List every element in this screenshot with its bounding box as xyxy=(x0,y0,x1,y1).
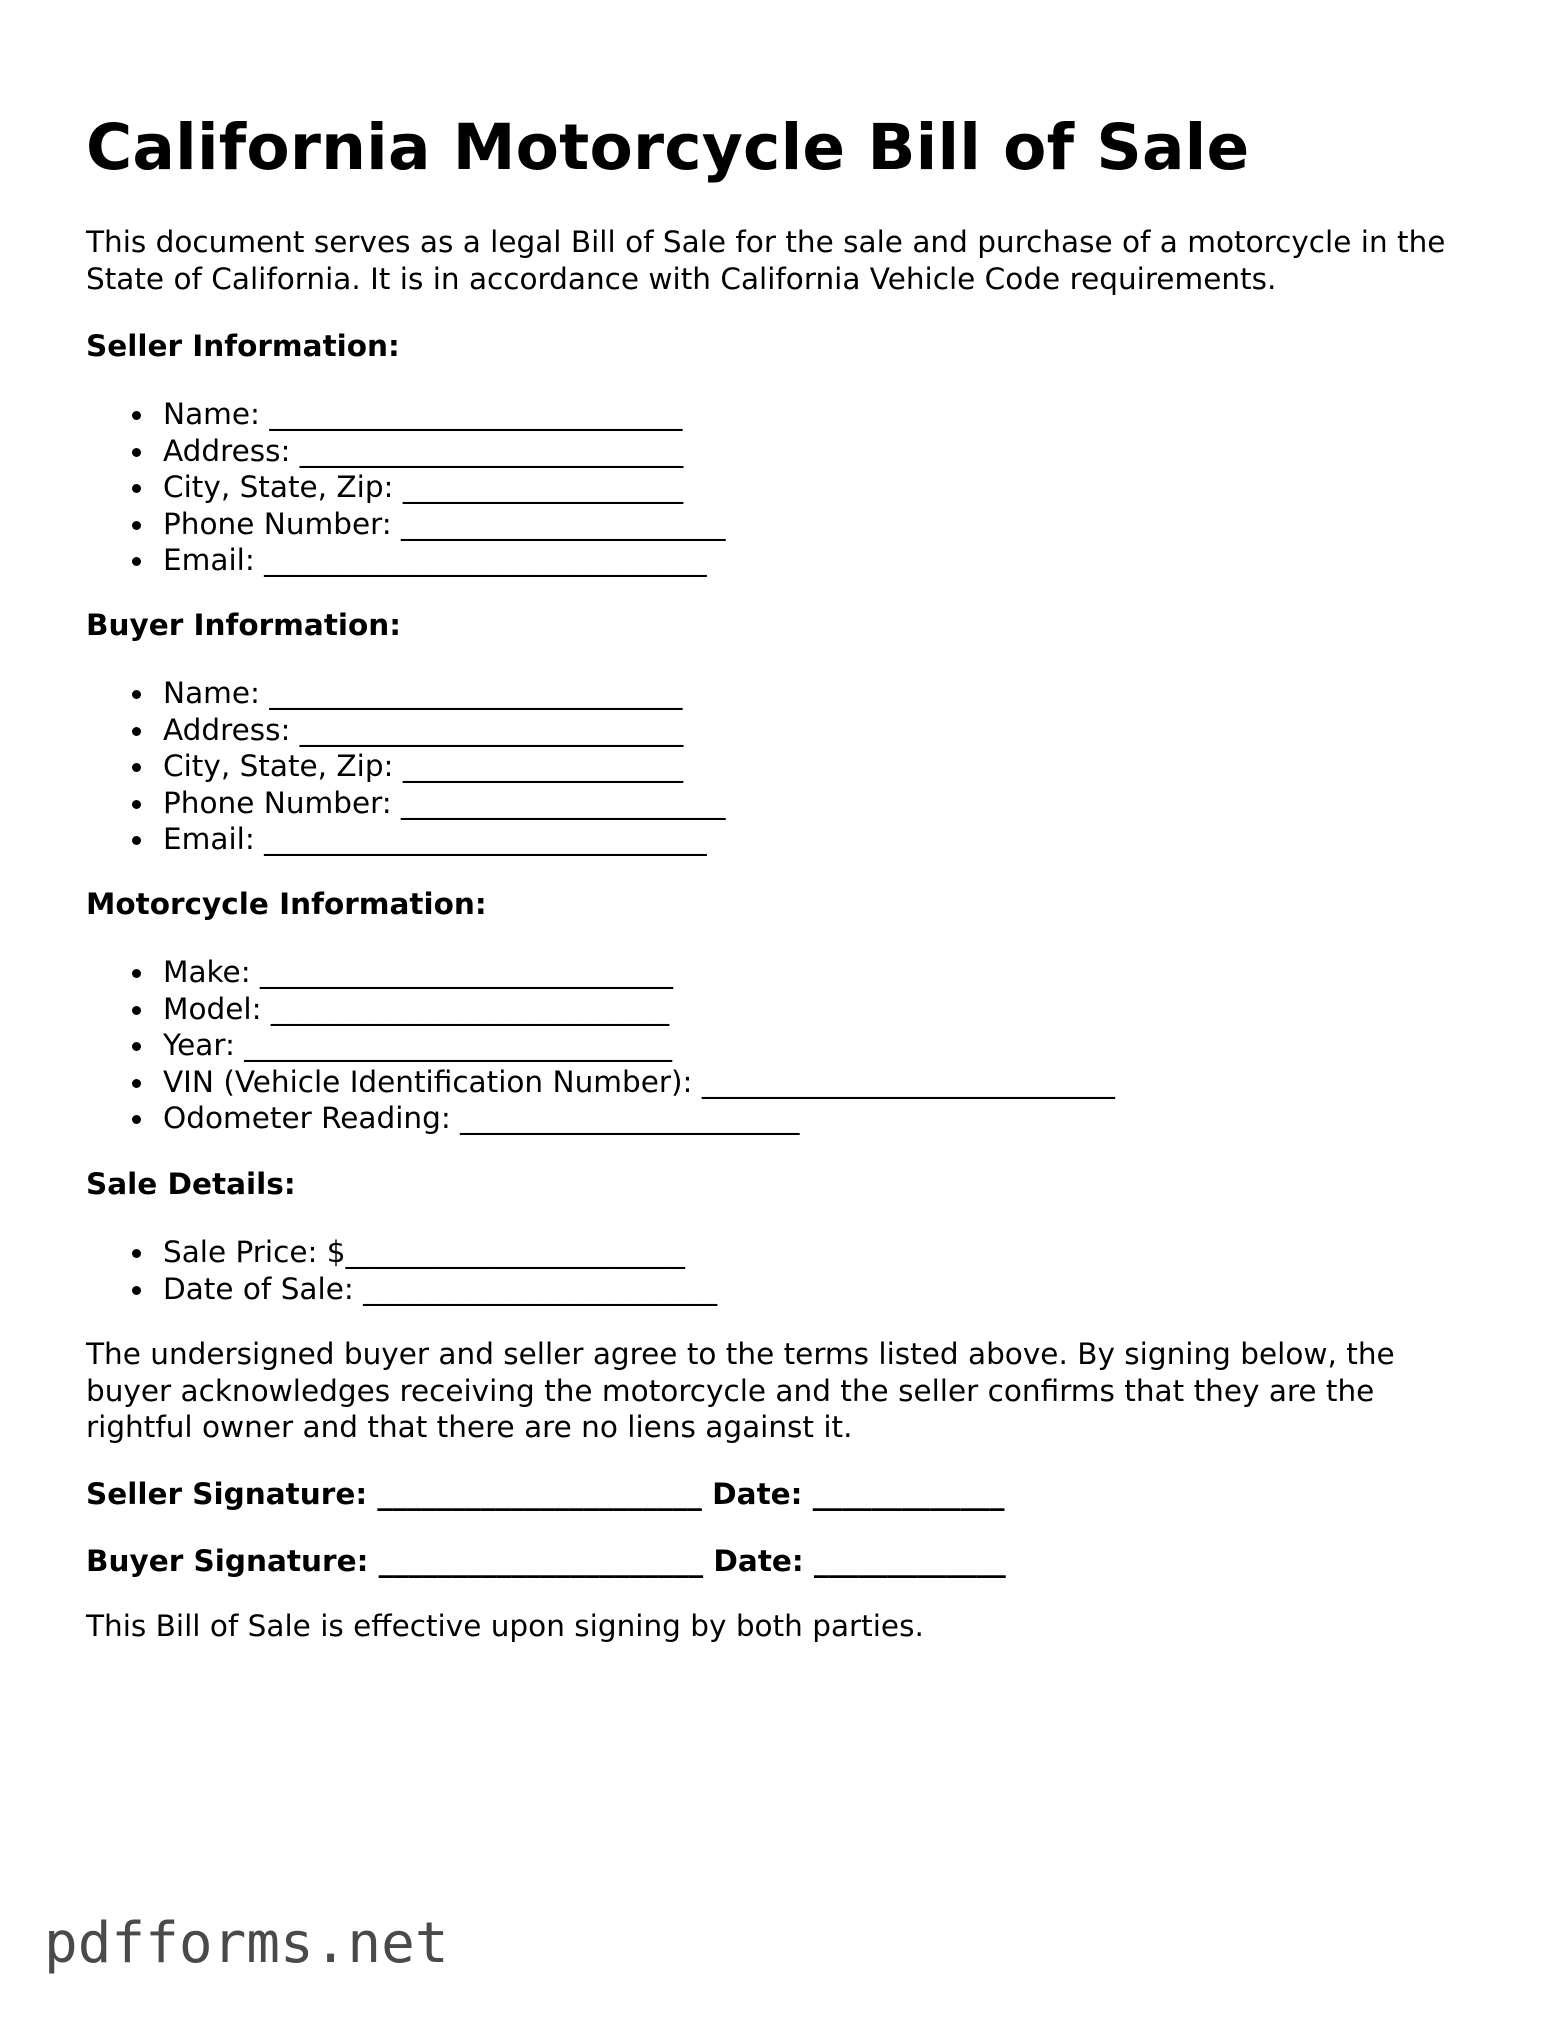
buyer-section-heading: Buyer Information: xyxy=(86,608,402,642)
buyer-city-state-zip-field: City, State, Zip: ___________________ xyxy=(86,748,726,785)
intro-paragraph: This document serves as a legal Bill of Sale for the sale and purchase of a motorcycle in the State of California. It is in accordance with California Vehicle Code requirements. xyxy=(86,225,1446,296)
seller-phone-field: Phone Number: ______________________ xyxy=(86,506,726,543)
motorcycle-make-field: Make: ____________________________ xyxy=(86,954,1115,991)
motorcycle-odometer-field: Odometer Reading: _______________________ xyxy=(86,1100,1115,1137)
seller-signature-line: Seller Signature: ______________________ Date: _____________ xyxy=(86,1477,1005,1511)
buyer-email-field: Email: ______________________________ xyxy=(86,821,726,858)
document-title: California Motorcycle Bill of Sale xyxy=(86,111,1250,184)
motorcycle-section-heading: Motorcycle Information: xyxy=(86,887,487,921)
seller-email-field: Email: ______________________________ xyxy=(86,542,726,579)
buyer-signature-line: Buyer Signature: ______________________ Date: _____________ xyxy=(86,1544,1006,1578)
sale-date-field: Date of Sale: ________________________ xyxy=(86,1271,717,1308)
seller-address-field: Address: __________________________ xyxy=(86,433,726,470)
motorcycle-model-field: Model: ___________________________ xyxy=(86,991,1115,1028)
buyer-address-field: Address: __________________________ xyxy=(86,712,726,749)
buyer-fields-list xyxy=(86,675,726,858)
motorcycle-fields-list xyxy=(86,954,1115,1137)
agreement-paragraph: The undersigned buyer and seller agree to the terms listed above. By signing below, the buyer acknowledges receiving the motorcycle and the seller confirms that they are the rightful owner and that there are no liens against it. xyxy=(86,1337,1395,1444)
seller-section-heading: Seller Information: xyxy=(86,329,400,363)
buyer-phone-field: Phone Number: ______________________ xyxy=(86,785,726,822)
motorcycle-year-field: Year: _____________________________ xyxy=(86,1027,1115,1064)
motorcycle-vin-field: VIN (Vehicle Identification Number): ____________________________ xyxy=(86,1064,1115,1101)
seller-name-field: Name: ____________________________ xyxy=(86,396,726,433)
buyer-name-field: Name: ____________________________ xyxy=(86,675,726,712)
sale-price-field: Sale Price: $_______________________ xyxy=(86,1234,717,1271)
sale-fields-list xyxy=(86,1234,717,1307)
seller-fields-list xyxy=(86,396,726,579)
sale-section-heading: Sale Details: xyxy=(86,1167,296,1201)
seller-city-state-zip-field: City, State, Zip: ___________________ xyxy=(86,469,726,506)
effective-statement: This Bill of Sale is effective upon signing by both parties. xyxy=(86,1609,924,1643)
pdfforms-watermark: pdfforms.net xyxy=(44,1911,449,1976)
